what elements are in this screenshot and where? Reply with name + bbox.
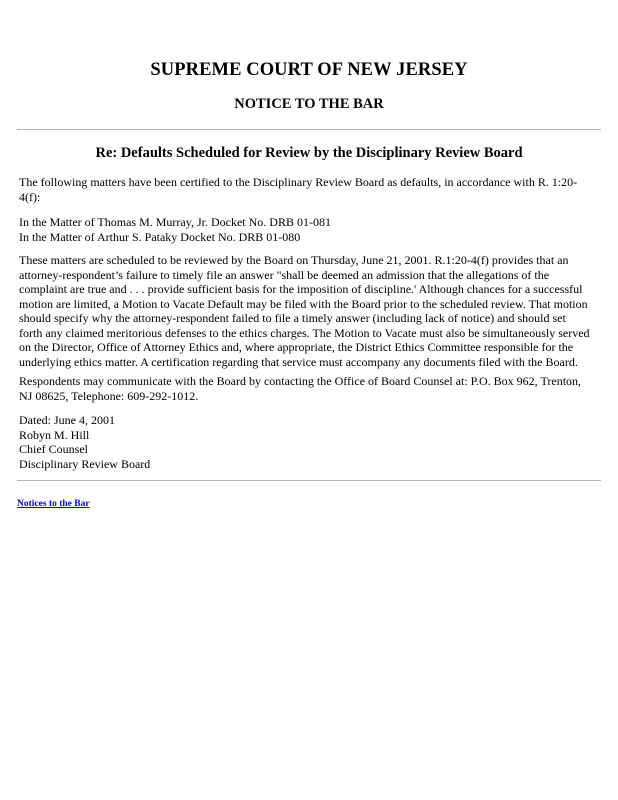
signer-organization: Disciplinary Review Board [19,456,151,471]
matters-list [19,215,591,244]
intro-paragraph: The following matters have been certified to the Disciplinary Review Board as defaults, in accordance with R. 1:20-4(f): [19,175,578,204]
notice-heading: Re: Defaults Scheduled for Review by the Disciplinary Review Board [95,145,523,161]
signer-name: Robyn M. Hill [19,427,90,442]
dated-line: Dated: June 4, 2001 [19,413,115,427]
matter-item: In the Matter of Thomas M. Murray, Jr. Docket No. DRB 01-081 [19,215,331,229]
contact-paragraph: Respondents may communicate with the Board by contacting the Office of Board Counsel at: P.O. Box 962, Trenton, NJ 08625, Telephone: 609-292-1012. [19,374,582,403]
court-title: SUPREME COURT OF NEW JERSEY [150,60,468,80]
matter-item: In the Matter of Arthur S. Pataky Docket No. DRB 01-080 [19,229,301,244]
bottom-divider [17,480,601,481]
notice-title: NOTICE TO THE BAR [234,96,384,112]
schedule-paragraph: These matters are scheduled to be reviewed by the Board on Thursday, June 21, 2001. R.1:20-4(f) provides that an attorney-respondent’s failure to timely file an answer "shall be deemed an admission that the allegations of the complaint are true and . . . provide sufficient basis for the imposition of discipline.' Although chances for a successful motion are limited, a Motion to Vacate Default may be filed with the Board prior to the scheduled review. That motion should specify why the attorney-respondent failed to file a timely answer (including lack of notice) and should set forth any claimed meritorious defenses to the ethics charges. The Motion to Vacate must also be simultaneously served on the Director, Office of Attorney Ethics and, where appropriate, the District Ethics Committee responsible for the underlying ethics matter. A certification regarding that service must accompany any documents filed with the Board. [19,253,590,369]
signer-title: Chief Counsel [19,442,88,456]
notices-to-the-bar-link[interactable]: Notices to the Bar [17,499,90,509]
top-divider [17,129,601,130]
signature-block [19,413,591,471]
